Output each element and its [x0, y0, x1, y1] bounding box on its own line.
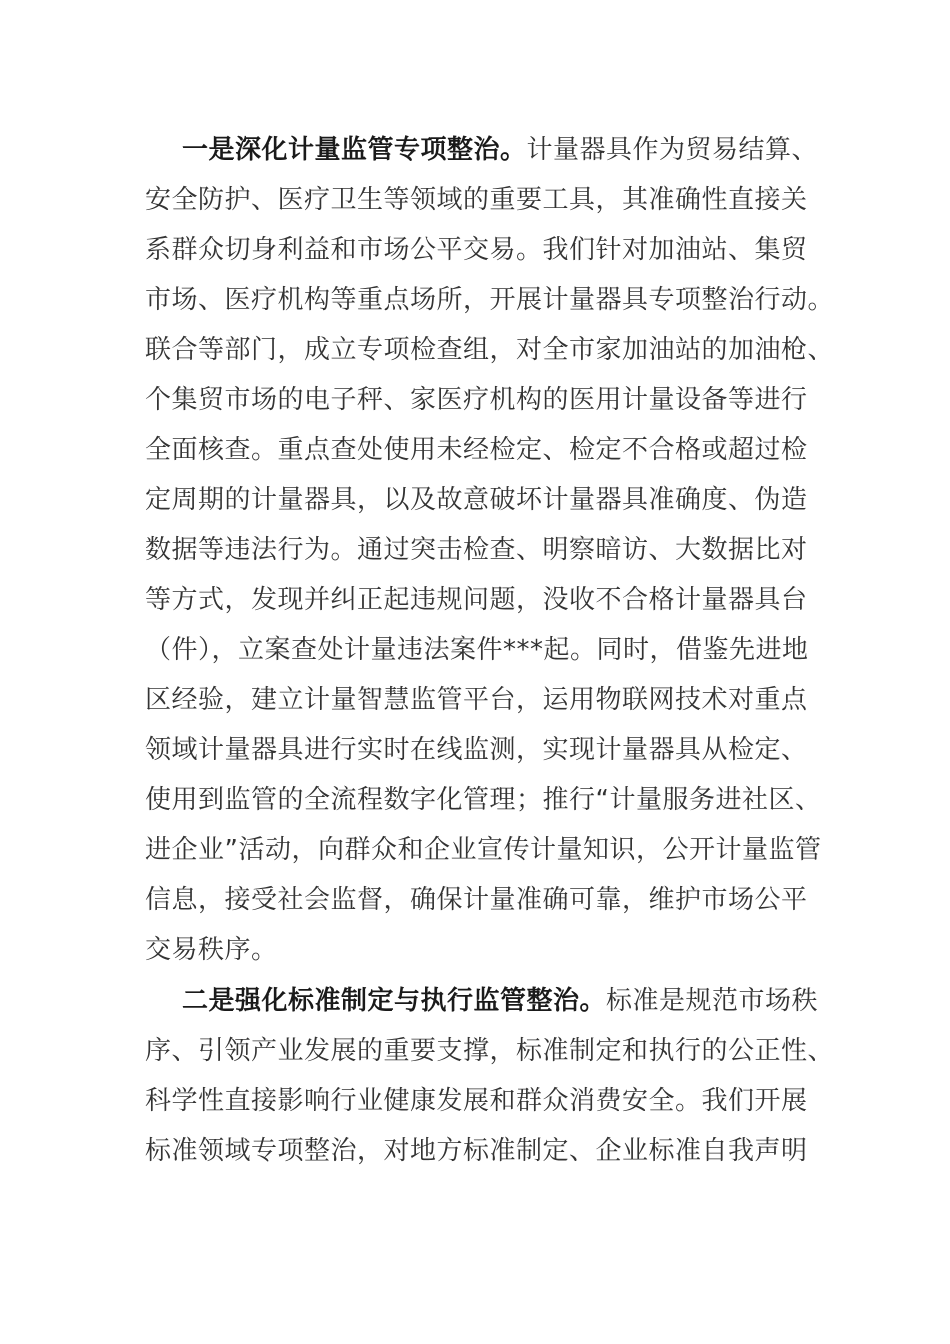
paragraph-1-line-1: [182, 132, 862, 168]
paragraph-2-line-4: 标准领域专项整治，对地方标准制定、企业标准自我声明: [145, 1136, 808, 1166]
paragraph-2-line-1: [182, 983, 862, 1019]
paragraph-1-line-11: （件），立案查处计量违法案件***起。同时，借鉴先进地: [145, 635, 809, 665]
paragraph-1-text: 计量器具作为贸易结算、: [526, 135, 819, 165]
paragraph-2-heading: 二是强化标准制定与执行监管整治。: [182, 986, 607, 1016]
paragraph-1-line-7: 全面核查。重点查处使用未经检定、检定不合格或超过检: [145, 435, 808, 465]
paragraph-1-line-2: 安全防护、医疗卫生等领域的重要工具，其准确性直接关: [145, 185, 808, 215]
paragraph-2-line-2: 序、引领产业发展的重要支撑，标准制定和执行的公正性、: [145, 1036, 835, 1066]
paragraph-1-line-10: 等方式，发现并纠正起违规问题，没收不合格计量器具台: [145, 585, 808, 615]
paragraph-2-line-3: 科学性直接影响行业健康发展和群众消费安全。我们开展: [145, 1086, 808, 1116]
paragraph-2-text: 标准是规范市场秩: [606, 986, 819, 1016]
paragraph-1-line-4: 市场、医疗机构等重点场所，开展计量器具专项整治行动。: [145, 285, 835, 315]
paragraph-1-line-13: 领域计量器具进行实时在线监测，实现计量器具从检定、: [145, 735, 808, 765]
paragraph-1-line-15: 进企业”活动，向群众和企业宣传计量知识，公开计量监管: [145, 835, 822, 865]
paragraph-1-line-17: 交易秩序。: [145, 935, 278, 965]
paragraph-1-line-16: 信息，接受社会监督，确保计量准确可靠，维护市场公平: [145, 885, 808, 915]
paragraph-1-line-14: 使用到监管的全流程数字化管理；推行“计量服务进社区、: [145, 785, 822, 815]
paragraph-1-heading: 一是深化计量监管专项整治。: [182, 135, 527, 165]
paragraph-1-line-9: 数据等违法行为。通过突击检查、明察暗访、大数据比对: [145, 535, 808, 565]
paragraph-1-line-5: 联合等部门，成立专项检查组，对全市家加油站的加油枪、: [145, 335, 835, 365]
paragraph-1-line-8: 定周期的计量器具，以及故意破坏计量器具准确度、伪造: [145, 485, 808, 515]
paragraph-1-line-6: 个集贸市场的电子秤、家医疗机构的医用计量设备等进行: [145, 385, 808, 415]
paragraph-1-line-3: 系群众切身利益和市场公平交易。我们针对加油站、集贸: [145, 235, 808, 265]
paragraph-1-line-12: 区经验，建立计量智慧监管平台，运用物联网技术对重点: [145, 685, 808, 715]
